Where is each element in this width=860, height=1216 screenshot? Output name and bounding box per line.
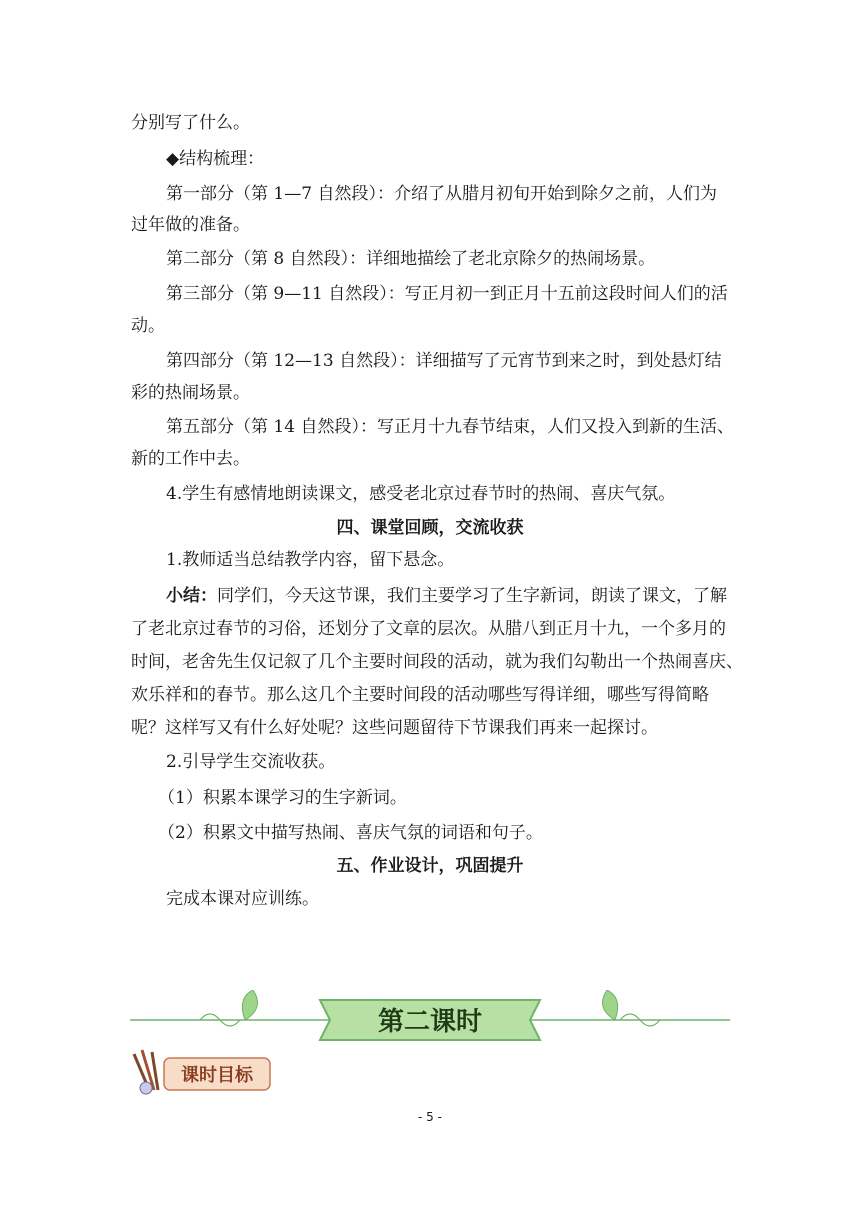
- text-line: 完成本课对应训练。: [166, 889, 319, 909]
- text-line: 2.引导学生交流收获。: [166, 752, 336, 772]
- text-line: （2）积累文中描写热闹、喜庆气氛的词语和句子。: [158, 823, 543, 843]
- text-line: 4.学生有感情地朗读课文，感受老北京过春节时的热闹、喜庆气氛。: [166, 484, 676, 504]
- text-line: 呢？这样写又有什么好处呢？这些问题留待下节课我们再来一起探讨。: [131, 718, 658, 738]
- text-line: 分别写了什么。: [131, 113, 250, 133]
- lesson-objective-label: [128, 1048, 278, 1098]
- leaf-left-icon: [242, 990, 257, 1020]
- text-line: 彩的热闹场景。: [131, 383, 250, 403]
- summary-text: 同学们，今天这节课，我们主要学习了生字新词，朗读了课文，了解: [217, 586, 727, 606]
- brushes-icon: [134, 1050, 158, 1094]
- text-line: 时间，老舍先生仅记叙了几个主要时间段的活动，就为我们勾勒出一个热闹喜庆、: [131, 652, 743, 672]
- text-line: 新的工作中去。: [131, 449, 250, 469]
- banner-title: 第二课时: [377, 1007, 483, 1037]
- summary-line: [166, 584, 727, 608]
- page-number: - 5 -: [418, 1110, 442, 1124]
- text-line: （1）积累本课学习的生字新词。: [158, 788, 407, 808]
- objective-text: 课时目标: [181, 1065, 253, 1086]
- structure-heading: ◆结构梳理：: [166, 149, 265, 169]
- text-line: 第五部分（第 14 自然段）：写正月十九春节结束，人们又投入到新的生活、: [166, 417, 734, 437]
- leaf-right-icon: [603, 990, 618, 1020]
- text-line: 第四部分（第 12—13 自然段）：详细描写了元宵节到来之时，到处悬灯结: [166, 351, 722, 371]
- section-heading-4: 四、课堂回顾，交流收获: [336, 518, 524, 538]
- text-line: 第二部分（第 8 自然段）：详细地描绘了老北京除夕的热闹场景。: [166, 249, 656, 269]
- text-line: 欢乐祥和的春节。那么这几个主要时间段的活动哪些写得详细，哪些写得简略: [131, 685, 709, 705]
- text-line: 1.教师适当总结教学内容，留下悬念。: [166, 550, 455, 570]
- text-line: 第三部分（第 9—11 自然段）：写正月初一到正月十五前这段时间人们的活: [166, 284, 728, 304]
- lesson-banner: [130, 990, 730, 1050]
- text-line: 了老北京过春节的习俗，还划分了文章的层次。从腊八到正月十九，一个多月的: [131, 619, 726, 639]
- text-line: 第一部分（第 1—7 自然段）：介绍了从腊月初旬开始到除夕之前，人们为: [166, 184, 717, 204]
- summary-label: 小结：: [166, 586, 217, 606]
- section-heading-5: 五、作业设计，巩固提升: [336, 856, 524, 876]
- text-line: 动。: [131, 316, 165, 336]
- text-line: 过年做的准备。: [131, 215, 250, 235]
